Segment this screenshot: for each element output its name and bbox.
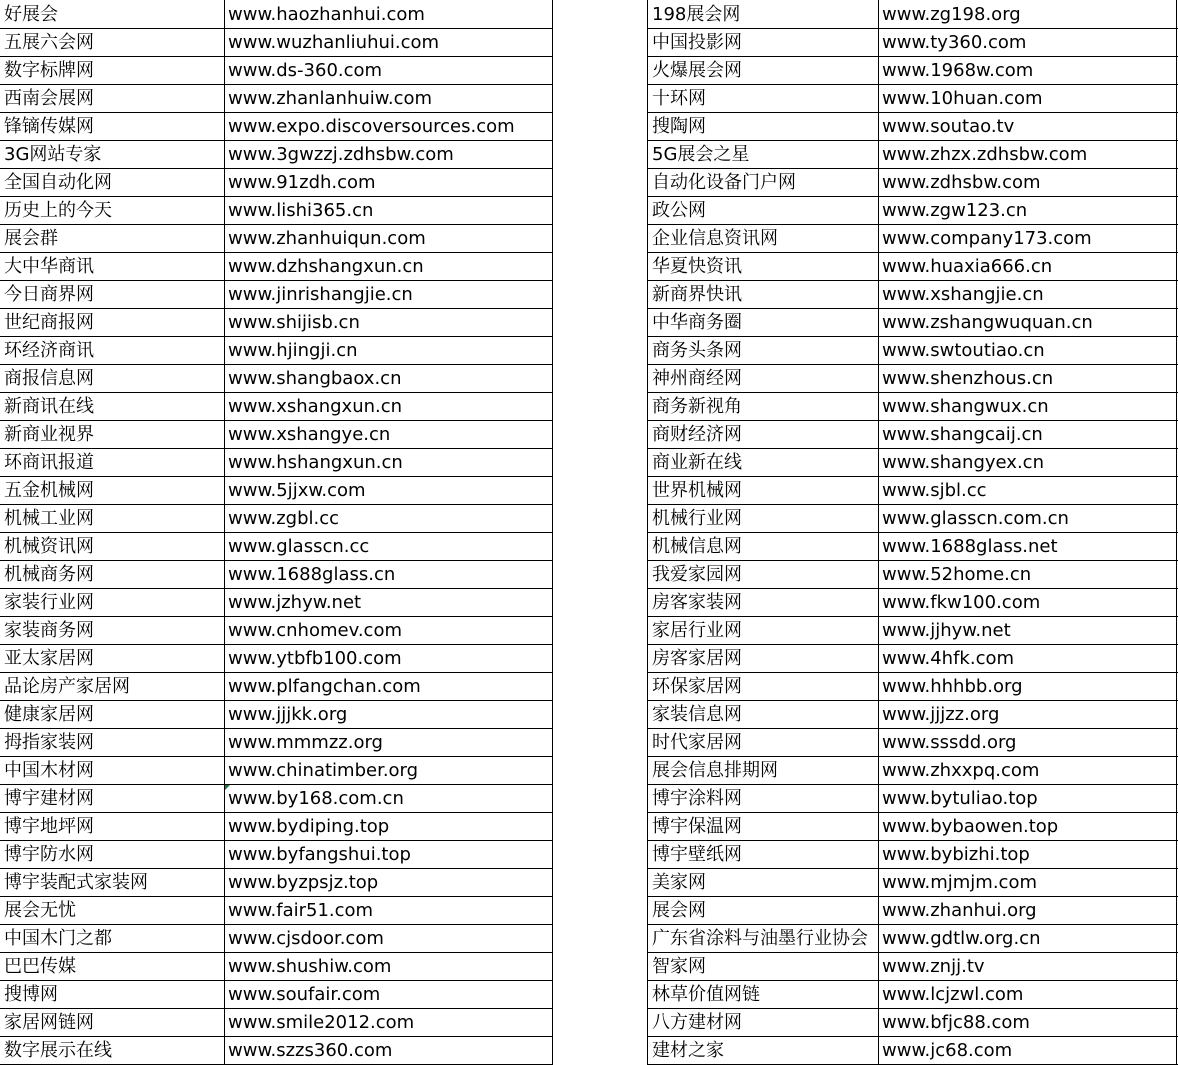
site-url-cell[interactable]: www.dzhshangxun.cn xyxy=(228,256,424,277)
site-name-cell[interactable]: 机械工业网 xyxy=(4,508,94,529)
site-url-cell[interactable]: www.cnhomev.com xyxy=(228,620,402,641)
site-url-cell[interactable]: www.ytbfb100.com xyxy=(228,648,402,669)
site-name-cell[interactable]: 华夏快资讯 xyxy=(652,256,742,277)
site-name-cell[interactable]: 建材之家 xyxy=(652,1040,724,1061)
site-url-cell[interactable]: www.xshangjie.cn xyxy=(882,284,1044,305)
site-url-cell[interactable]: www.zdhsbw.com xyxy=(882,172,1041,193)
site-name-cell[interactable]: 美家网 xyxy=(652,872,706,893)
site-name-cell[interactable]: 商报信息网 xyxy=(4,368,94,389)
site-name-cell[interactable]: 林草价值网链 xyxy=(652,984,760,1005)
site-url-cell[interactable]: www.sssdd.org xyxy=(882,732,1017,753)
site-url-cell[interactable]: www.soutao.tv xyxy=(882,116,1015,137)
site-name-cell[interactable]: 环商讯报道 xyxy=(4,452,94,473)
site-url-cell[interactable]: www.jjjzz.org xyxy=(882,704,1000,725)
site-name-cell[interactable]: 商业新在线 xyxy=(652,452,742,473)
site-url-cell[interactable]: www.smile2012.com xyxy=(228,1012,415,1033)
site-url-cell[interactable]: www.fair51.com xyxy=(228,900,374,921)
site-url-cell[interactable]: www.haozhanhui.com xyxy=(228,4,425,25)
site-url-cell[interactable]: www.bybaowen.top xyxy=(882,816,1059,837)
site-url-cell[interactable]: www.1968w.com xyxy=(882,60,1034,81)
site-name-cell[interactable]: 中国木门之都 xyxy=(4,928,112,949)
site-name-cell[interactable]: 展会群 xyxy=(4,228,58,249)
site-url-cell[interactable]: www.lcjzwl.com xyxy=(882,984,1024,1005)
site-url-cell[interactable]: www.lishi365.cn xyxy=(228,200,374,221)
site-name-cell[interactable]: 企业信息资讯网 xyxy=(652,228,778,249)
site-name-cell[interactable]: 拇指家装网 xyxy=(4,732,94,753)
site-name-cell[interactable]: 机械行业网 xyxy=(652,508,742,529)
site-url-cell[interactable]: www.szzs360.com xyxy=(228,1040,393,1061)
site-name-cell[interactable]: 博宇地坪网 xyxy=(4,816,94,837)
site-url-cell[interactable]: www.zhanlanhuiw.com xyxy=(228,88,433,109)
site-name-cell[interactable]: 房客家居网 xyxy=(652,648,742,669)
site-url-cell[interactable]: www.ty360.com xyxy=(882,32,1027,53)
site-url-cell[interactable]: www.plfangchan.com xyxy=(228,676,421,697)
site-name-cell[interactable]: 神州商经网 xyxy=(652,368,742,389)
site-url-cell[interactable]: www.bydiping.top xyxy=(228,816,390,837)
site-url-cell[interactable]: www.soufair.com xyxy=(228,984,381,1005)
site-name-cell[interactable]: 亚太家居网 xyxy=(4,648,94,669)
site-url-cell[interactable]: www.1688glass.net xyxy=(882,536,1058,557)
site-name-cell[interactable]: 博宇涂料网 xyxy=(652,788,742,809)
site-url-cell[interactable]: www.expo.discoversources.com xyxy=(228,116,515,137)
site-url-cell[interactable]: www.zgw123.cn xyxy=(882,200,1028,221)
site-url-cell[interactable]: www.wuzhanliuhui.com xyxy=(228,32,440,53)
site-url-cell[interactable]: www.91zdh.com xyxy=(228,172,376,193)
site-url-cell[interactable]: www.jjhyw.net xyxy=(882,620,1011,641)
site-url-cell[interactable]: www.hhhbb.org xyxy=(882,676,1023,697)
site-url-cell[interactable]: www.mmmzz.org xyxy=(228,732,383,753)
site-name-cell[interactable]: 博宇保温网 xyxy=(652,816,742,837)
site-name-cell[interactable]: 火爆展会网 xyxy=(652,60,742,81)
site-name-cell[interactable]: 3G网站专家 xyxy=(4,144,102,165)
site-url-cell[interactable]: www.shenzhous.cn xyxy=(882,368,1054,389)
site-url-cell[interactable]: www.shijisb.cn xyxy=(228,312,360,333)
site-name-cell[interactable]: 时代家居网 xyxy=(652,732,742,753)
site-name-cell[interactable]: 全国自动化网 xyxy=(4,172,112,193)
site-url-cell[interactable]: www.byzpsjz.top xyxy=(228,872,379,893)
site-url-cell[interactable]: www.hjingji.cn xyxy=(228,340,358,361)
site-url-cell[interactable]: www.3gwzzj.zdhsbw.com xyxy=(228,144,454,165)
site-url-cell[interactable]: www.jc68.com xyxy=(882,1040,1013,1061)
site-name-cell[interactable]: 机械资讯网 xyxy=(4,536,94,557)
site-url-cell[interactable]: www.fkw100.com xyxy=(882,592,1041,613)
site-name-cell[interactable]: 五展六会网 xyxy=(4,32,94,53)
site-name-cell[interactable]: 展会网 xyxy=(652,900,706,921)
site-name-cell[interactable]: 商财经济网 xyxy=(652,424,742,445)
site-url-cell[interactable]: www.shangcaij.cn xyxy=(882,424,1043,445)
site-name-cell[interactable]: 博宇建材网 xyxy=(4,788,94,809)
site-name-cell[interactable]: 环经济商讯 xyxy=(4,340,94,361)
site-url-cell[interactable]: www.zgbl.cc xyxy=(228,508,340,529)
site-url-cell[interactable]: www.xshangxun.cn xyxy=(228,396,403,417)
site-name-cell[interactable]: 数字标牌网 xyxy=(4,60,94,81)
site-name-cell[interactable]: 十环网 xyxy=(652,88,706,109)
site-url-cell[interactable]: www.jinrishangjie.cn xyxy=(228,284,413,305)
site-name-cell[interactable]: 广东省涂料与油墨行业协会 xyxy=(652,928,868,949)
site-url-cell[interactable]: www.znjj.tv xyxy=(882,956,985,977)
site-url-cell[interactable]: www.shangyex.cn xyxy=(882,452,1044,473)
site-name-cell[interactable]: 世纪商报网 xyxy=(4,312,94,333)
site-url-cell[interactable]: www.zhxxpq.com xyxy=(882,760,1040,781)
site-name-cell[interactable]: 中国木材网 xyxy=(4,760,94,781)
site-name-cell[interactable]: 机械信息网 xyxy=(652,536,742,557)
site-url-cell[interactable]: www.shushiw.com xyxy=(228,956,392,977)
site-url-cell[interactable]: www.zg198.org xyxy=(882,4,1021,25)
site-url-cell[interactable]: www.bfjc88.com xyxy=(882,1012,1030,1033)
site-url-cell[interactable]: www.by168.com.cn xyxy=(228,788,404,809)
site-name-cell[interactable]: 家装商务网 xyxy=(4,620,94,641)
site-name-cell[interactable]: 展会信息排期网 xyxy=(652,760,778,781)
site-name-cell[interactable]: 房客家装网 xyxy=(652,592,742,613)
site-name-cell[interactable]: 今日商界网 xyxy=(4,284,94,305)
site-url-cell[interactable]: www.sjbl.cc xyxy=(882,480,987,501)
site-name-cell[interactable]: 5G展会之星 xyxy=(652,144,750,165)
site-url-cell[interactable]: www.cjsdoor.com xyxy=(228,928,384,949)
site-url-cell[interactable]: www.chinatimber.org xyxy=(228,760,419,781)
site-url-cell[interactable]: www.1688glass.cn xyxy=(228,564,396,585)
site-name-cell[interactable]: 新商业视界 xyxy=(4,424,94,445)
site-url-cell[interactable]: www.bybizhi.top xyxy=(882,844,1030,865)
site-url-cell[interactable]: www.swtoutiao.cn xyxy=(882,340,1045,361)
column-gap xyxy=(553,0,647,1065)
site-name-cell[interactable]: 历史上的今天 xyxy=(4,200,112,221)
site-url-cell[interactable]: www.huaxia666.cn xyxy=(882,256,1053,277)
site-name-cell[interactable]: 环保家居网 xyxy=(652,676,742,697)
site-name-cell[interactable]: 世界机械网 xyxy=(652,480,742,501)
site-name-cell[interactable]: 数字展示在线 xyxy=(4,1040,112,1061)
site-url-cell[interactable]: www.4hfk.com xyxy=(882,648,1015,669)
cell-comment-indicator xyxy=(225,785,230,790)
site-url-cell[interactable]: www.ds-360.com xyxy=(228,60,383,81)
site-url-cell[interactable]: www.zhanhuiqun.com xyxy=(228,228,426,249)
site-name-cell[interactable]: 中国投影网 xyxy=(652,32,742,53)
site-name-cell[interactable]: 中华商务圈 xyxy=(652,312,742,333)
site-name-cell[interactable]: 自动化设备门户网 xyxy=(652,172,796,193)
site-url-cell[interactable]: www.gdtlw.org.cn xyxy=(882,928,1041,949)
site-url-cell[interactable]: www.52home.cn xyxy=(882,564,1032,585)
site-name-cell[interactable]: 八方建材网 xyxy=(652,1012,742,1033)
site-url-cell[interactable]: www.zshangwuquan.cn xyxy=(882,312,1093,333)
site-url-cell[interactable]: www.glasscn.cc xyxy=(228,536,370,557)
site-name-cell[interactable]: 机械商务网 xyxy=(4,564,94,585)
site-url-cell[interactable]: www.shangbaox.cn xyxy=(228,368,402,389)
site-name-cell[interactable]: 新商讯在线 xyxy=(4,396,94,417)
site-url-cell[interactable]: www.10huan.com xyxy=(882,88,1043,109)
site-url-cell[interactable]: www.5jjxw.com xyxy=(228,480,366,501)
site-name-cell[interactable]: 搜陶网 xyxy=(652,116,706,137)
site-name-cell[interactable]: 博宇装配式家装网 xyxy=(4,872,148,893)
site-name-cell[interactable]: 家居网链网 xyxy=(4,1012,94,1033)
site-url-cell[interactable]: www.zhzx.zdhsbw.com xyxy=(882,144,1088,165)
site-url-cell[interactable]: www.mjmjm.com xyxy=(882,872,1038,893)
site-name-cell[interactable]: 政公网 xyxy=(652,200,706,221)
site-url-cell[interactable]: www.jzhyw.net xyxy=(228,592,362,613)
site-url-cell[interactable]: www.glasscn.com.cn xyxy=(882,508,1069,529)
site-url-cell[interactable]: www.shangwux.cn xyxy=(882,396,1049,417)
site-name-cell[interactable]: 家装行业网 xyxy=(4,592,94,613)
site-url-cell[interactable]: www.xshangye.cn xyxy=(228,424,391,445)
site-name-cell[interactable]: 家装信息网 xyxy=(652,704,742,725)
site-name-cell[interactable]: 大中华商讯 xyxy=(4,256,94,277)
site-name-cell[interactable]: 博宇防水网 xyxy=(4,844,94,865)
site-name-cell[interactable]: 我爱家园网 xyxy=(652,564,742,585)
site-url-cell[interactable]: www.company173.com xyxy=(882,228,1092,249)
site-name-cell[interactable]: 好展会 xyxy=(4,4,58,25)
site-name-cell[interactable]: 五金机械网 xyxy=(4,480,94,501)
site-url-cell[interactable]: www.byfangshui.top xyxy=(228,844,411,865)
site-url-cell[interactable]: www.bytuliao.top xyxy=(882,788,1038,809)
site-name-cell[interactable]: 品论房产家居网 xyxy=(4,676,130,697)
site-name-cell[interactable]: 锋镝传媒网 xyxy=(4,116,94,137)
site-name-cell[interactable]: 展会无忧 xyxy=(4,900,76,921)
site-name-cell[interactable]: 巴巴传媒 xyxy=(4,956,76,977)
site-name-cell[interactable]: 新商界快讯 xyxy=(652,284,742,305)
site-url-cell[interactable]: www.jjjkk.org xyxy=(228,704,348,725)
site-name-cell[interactable]: 健康家居网 xyxy=(4,704,94,725)
site-url-cell[interactable]: www.zhanhui.org xyxy=(882,900,1037,921)
site-name-cell[interactable]: 博宇壁纸网 xyxy=(652,844,742,865)
site-name-cell[interactable]: 西南会展网 xyxy=(4,88,94,109)
site-name-cell[interactable]: 智家网 xyxy=(652,956,706,977)
site-name-cell[interactable]: 198展会网 xyxy=(652,4,741,25)
site-name-cell[interactable]: 家居行业网 xyxy=(652,620,742,641)
site-url-cell[interactable]: www.hshangxun.cn xyxy=(228,452,403,473)
site-name-cell[interactable]: 商务头条网 xyxy=(652,340,742,361)
site-name-cell[interactable]: 搜博网 xyxy=(4,984,58,1005)
site-name-cell[interactable]: 商务新视角 xyxy=(652,396,742,417)
